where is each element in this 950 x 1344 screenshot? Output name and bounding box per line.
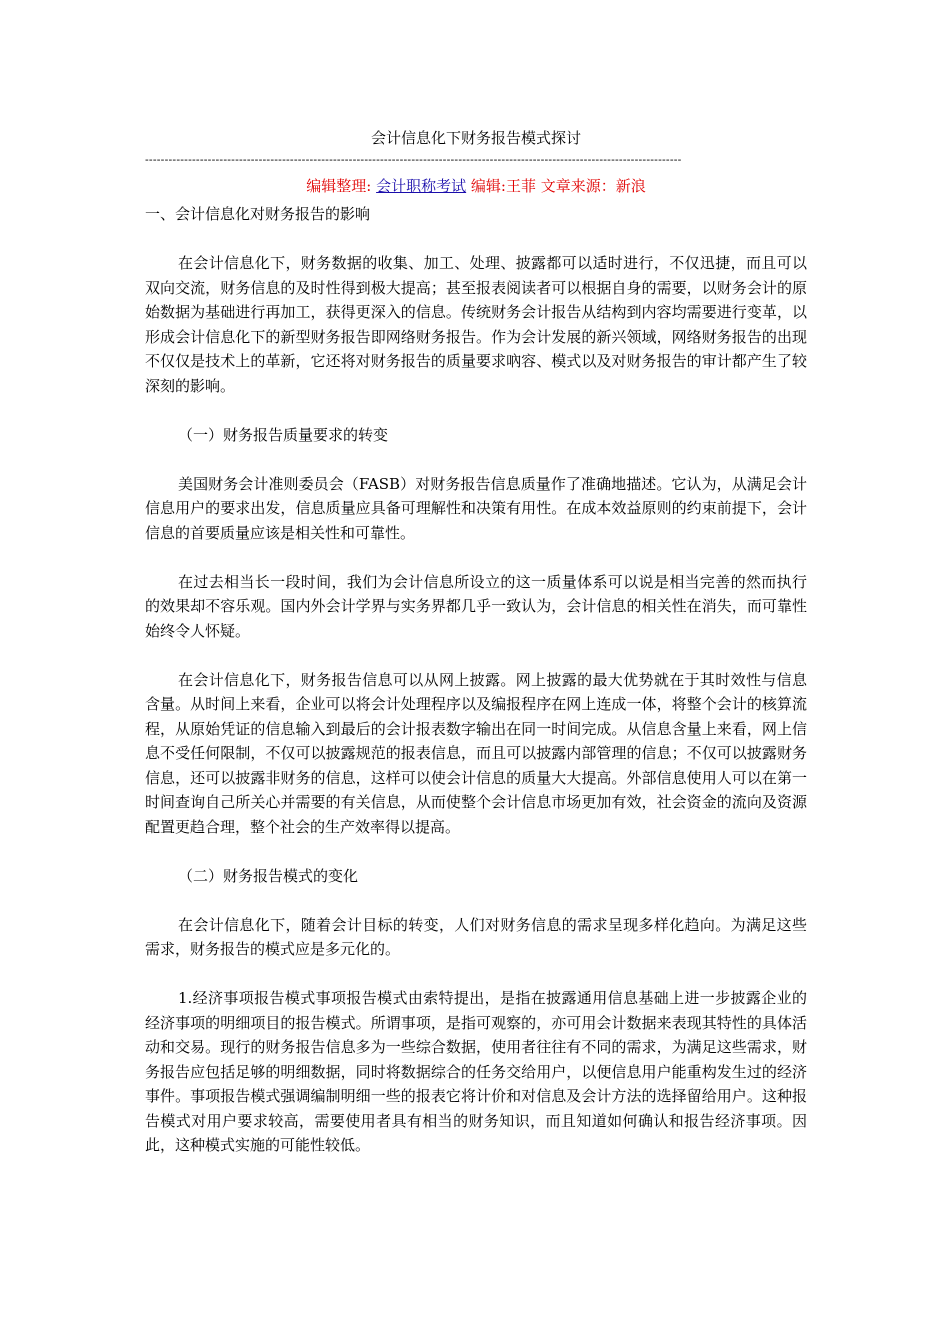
paragraph-1: 在会计信息化下，财务数据的收集、加工、处理、披露都可以适时进行，不仅迅捷，而且可以双向交流，财务信息的及时性得到极大提高；甚至报表阅读者可以根据自身的需要，以财务会计的原始数据为基础进行再加工，获得更深入的信息。传统财务会计报告从结构到内容均需要进行变革，以形成会计信息化下的新型财务报告即网络财务报告。作为会计发展的新兴领域，网络财务报告的出现不仅仅是技术上的革新，它还将对财务报告的质量要求吶容、模式以及对财务报告的审计都产生了较深刻的影响。 (145, 254, 807, 395)
subheading-b: （二）财务报告模式的变化 (178, 866, 359, 885)
paragraph-3: 在过去相当长一段时间，我们为会计信息所设立的这一质量体系可以说是相当完善的然而执行的效果却不容乐观。国内外会计学界与实务界都几乎一致认为，会计信息的相关性在消失，而可靠性始终令人怀疑。 (145, 572, 807, 640)
page-title: 会计信息化下财务报告模式探讨 (370, 129, 581, 147)
exam-link[interactable]: 会计职称考试 (376, 177, 467, 195)
dashed-divider: ----------------------------------------------------------------------------------------------------------------------------------------- (145, 153, 682, 166)
article-body (145, 202, 807, 1182)
paragraph-6: 1.经济事项报告模式事项报告模式由索特提出，是指在披露通用信息基础上进一步披露企业的经济事项的明细项目的报告模式。所谓事项，是指可观察的，亦可用会计数据来表现其特性的具体活动和交易。现行的财务报告信息多为一些综合数据，使用者往往有不同的需求，为满足这些需求，财务报告应包括足够的明细数据，同时将数据综合的任务交给用户，以便信息用户能重构发生过的经济事件。事项报告模式强调编制明细一些的报表它将计价和对信息及会计方法的选择留给用户。这种报告模式对用户要求较高，需要使用者具有相当的财务知识，而且知道如何确认和报告经济事项。因此，这种模式实施的可能性较低。 (145, 989, 807, 1154)
byline (145, 176, 807, 196)
paragraph-5: 在会计信息化下，随着会计目标的转变，人们对财务信息的需求呈现多样化趋向。为满足这些需求，财务报告的模式应是多元化的。 (145, 915, 807, 958)
section-heading: 一、会计信息化对财务报告的影响 (145, 205, 371, 223)
byline-rest: 编辑:王菲 文章来源：新浪 (466, 177, 646, 195)
paragraph-4: 在会计信息化下，财务报告信息可以从网上披露。网上披露的最大优势就在于其时效性与信息含量。从时间上来看，企业可以将会计处理程序以及编报程序在网上连成一体，将整个会计的核算流程，从原始凭证的信息输入到最后的会计报表数字输出在同一时间完成。从信息含量上来看，网上信息不受任何限制，不仅可以披露规范的报表信息，而且可以披露内部管理的信息；不仅可以披露财务信息，还可以披露非财务的信息，这样可以使会计信息的质量大大提高。外部信息使用人可以在第一时间查询自己所关心并需要的有关信息，从而使整个会计信息市场更加有效，社会资金的流向及资源配置更趋合理，整个社会的生产效率得以提高。 (145, 670, 807, 836)
subheading-a: （一）财务报告质量要求的转变 (178, 425, 389, 444)
paragraph-2: 美国财务会计准则委员会（FASB）对财务报告信息质量作了准确地描述。它认为，从满足会计信息用户的要求出发，信息质量应具备可理解性和决策有用性。在成本效益原则的约束前提下，会计信息的首要质量应该是相关性和可靠性。 (145, 474, 807, 542)
byline-editor-label: 编辑整理: (306, 177, 377, 195)
